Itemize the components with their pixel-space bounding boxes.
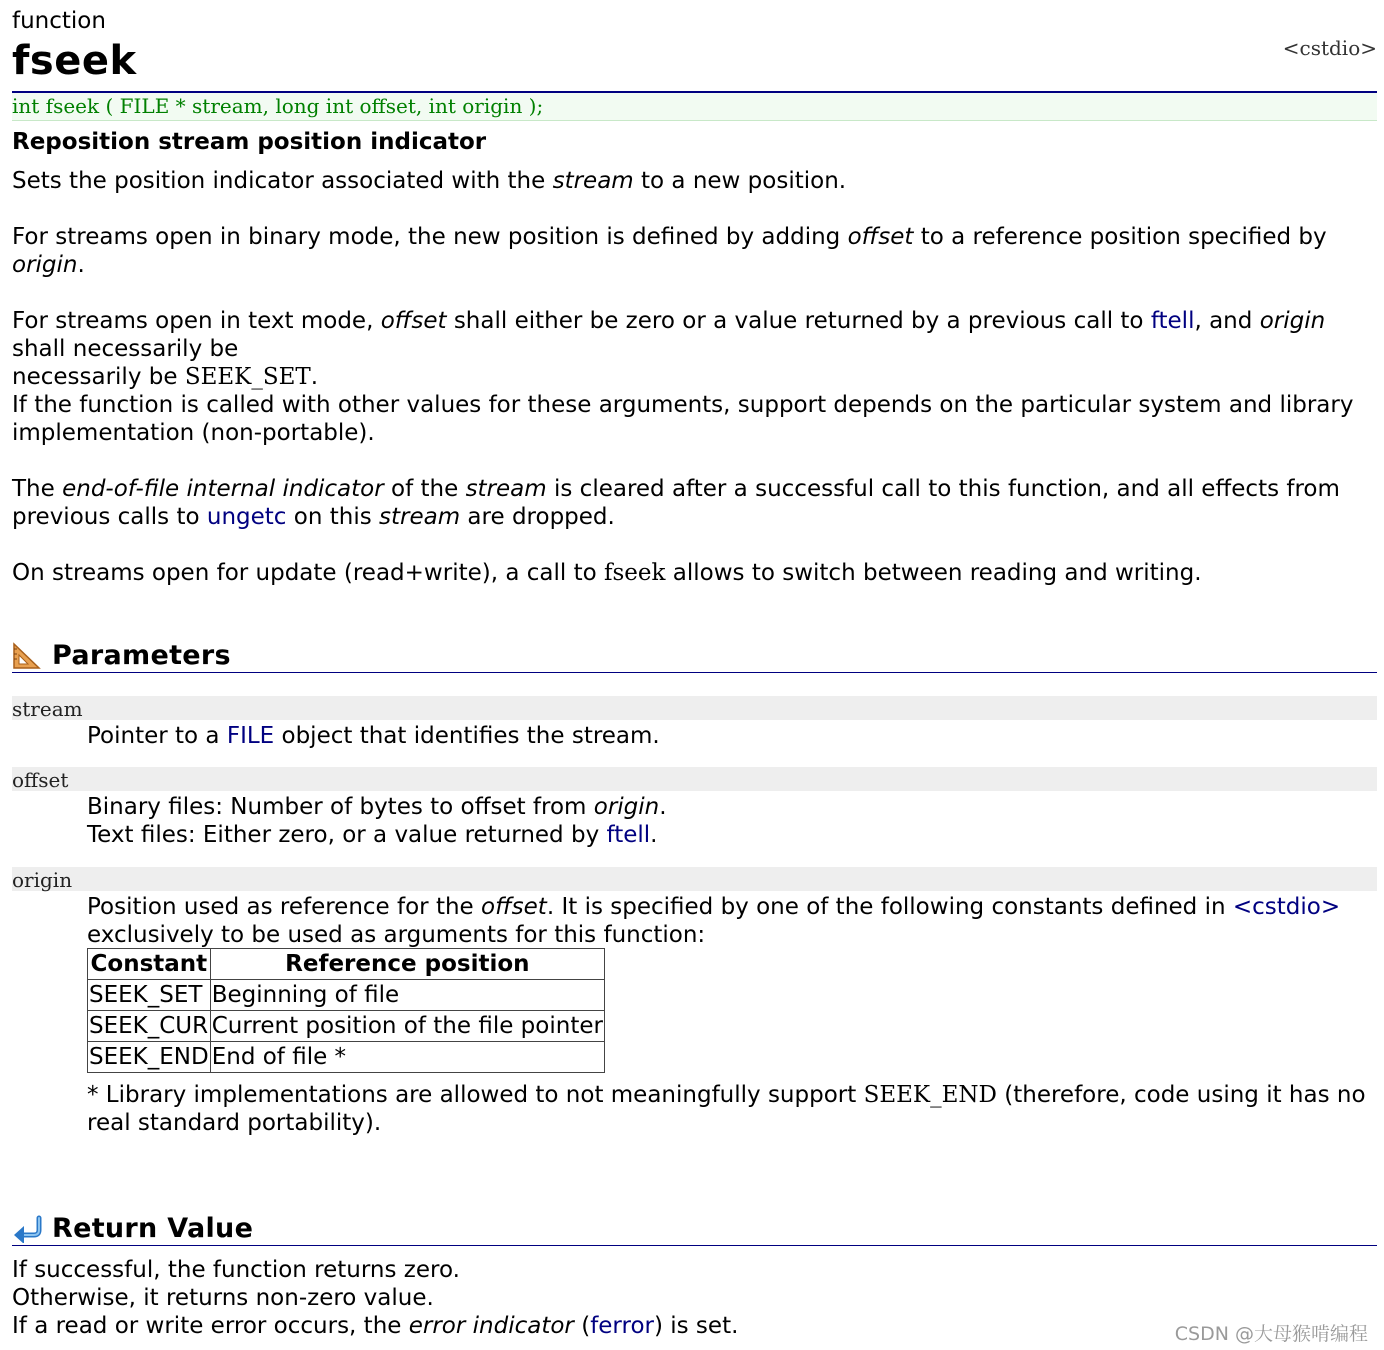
table-cell: End of file * xyxy=(210,1042,604,1073)
table-cell: SEEK_END xyxy=(88,1042,211,1073)
description-paragraph-2: For streams open in binary mode, the new position is defined by adding offset to a reference position specified by origin. xyxy=(12,224,1327,278)
table-row xyxy=(88,1011,605,1042)
table-cell: SEEK_SET xyxy=(88,980,211,1011)
return-value-line-2: Otherwise, it returns non-zero value. xyxy=(12,1285,434,1311)
fseek-code: fseek xyxy=(603,560,666,586)
ftell-link-2[interactable]: ftell xyxy=(606,822,651,848)
seek-end-code: SEEK_END xyxy=(863,1082,997,1108)
return-value-title: Return Value xyxy=(52,1213,254,1244)
table-row xyxy=(88,1042,605,1073)
param-desc-origin: Position used as reference for the offset. It is specified by one of the following constants defined in <cstdio> exclusively to be used as arguments for this function: xyxy=(87,894,1341,948)
entity-kind: function xyxy=(12,8,106,34)
header-file-label: <cstdio> xyxy=(1282,36,1377,60)
param-name-origin: origin xyxy=(12,867,1377,891)
ungetc-link[interactable]: ungetc xyxy=(206,504,287,530)
cstdio-link[interactable]: <cstdio> xyxy=(1232,894,1341,920)
table-header-row xyxy=(88,949,605,980)
return-value-line-1: If successful, the function returns zero. xyxy=(12,1257,460,1283)
description-paragraph-6: On streams open for update (read+write), a call to fseek allows to switch between reading and writing. xyxy=(12,560,1202,586)
origin-constants-table xyxy=(87,948,605,1073)
param-name-offset: offset xyxy=(12,767,1377,791)
return-value-line-3: If a read or write error occurs, the error indicator (ferror) is set. xyxy=(12,1313,739,1339)
seek-set-code: SEEK_SET xyxy=(184,364,311,390)
watermark: CSDN @大母猴啃编程 xyxy=(1174,1323,1368,1345)
function-summary: Reposition stream position indicator xyxy=(12,129,487,155)
table-cell: SEEK_CUR xyxy=(88,1011,211,1042)
seek-end-footnote: * Library implementations are allowed to not meaningfully support SEEK_END (therefore, code using it has no real standard portability). xyxy=(87,1082,1366,1136)
table-cell: Beginning of file xyxy=(210,980,604,1011)
table-header-cell: Reference position xyxy=(210,949,604,980)
return-arrow-icon xyxy=(12,1213,42,1243)
param-desc-stream: Pointer to a FILE object that identifies the stream. xyxy=(87,723,660,749)
return-value-section-header xyxy=(12,1211,1377,1246)
parameters-title: Parameters xyxy=(52,640,231,671)
table-row xyxy=(88,980,605,1011)
description-paragraph-5: The end-of-file internal indicator of the stream is cleared after a successful call to this function, and all effects from previous calls to ungetc on this stream are dropped. xyxy=(12,476,1340,530)
param-desc-offset: Binary files: Number of bytes to offset from origin. Text files: Either zero, or a value returned by ftell. xyxy=(87,794,667,848)
file-link[interactable]: FILE xyxy=(226,723,275,749)
page-title: fseek xyxy=(12,38,137,84)
param-name-stream: stream xyxy=(12,696,1377,720)
description-paragraph-3: For streams open in text mode, offset shall either be zero or a value returned by a previous call to ftell, and origin shall necessarily be necessarily be SEEK_SET. xyxy=(12,308,1326,390)
description-paragraph-1: Sets the position indicator associated with the stream to a new position. xyxy=(12,168,847,194)
ruler-triangle-icon xyxy=(12,640,42,670)
table-header-cell: Constant xyxy=(88,949,211,980)
table-cell: Current position of the file pointer xyxy=(210,1011,604,1042)
parameters-section-header xyxy=(12,638,1377,673)
ferror-link[interactable]: ferror xyxy=(590,1313,654,1339)
description-paragraph-4: If the function is called with other values for these arguments, support depends on the particular system and library implementation (non-portable). xyxy=(12,392,1354,446)
ftell-link[interactable]: ftell xyxy=(1150,308,1195,334)
function-prototype: int fseek ( FILE * stream, long int offset, int origin ); xyxy=(12,93,1377,121)
